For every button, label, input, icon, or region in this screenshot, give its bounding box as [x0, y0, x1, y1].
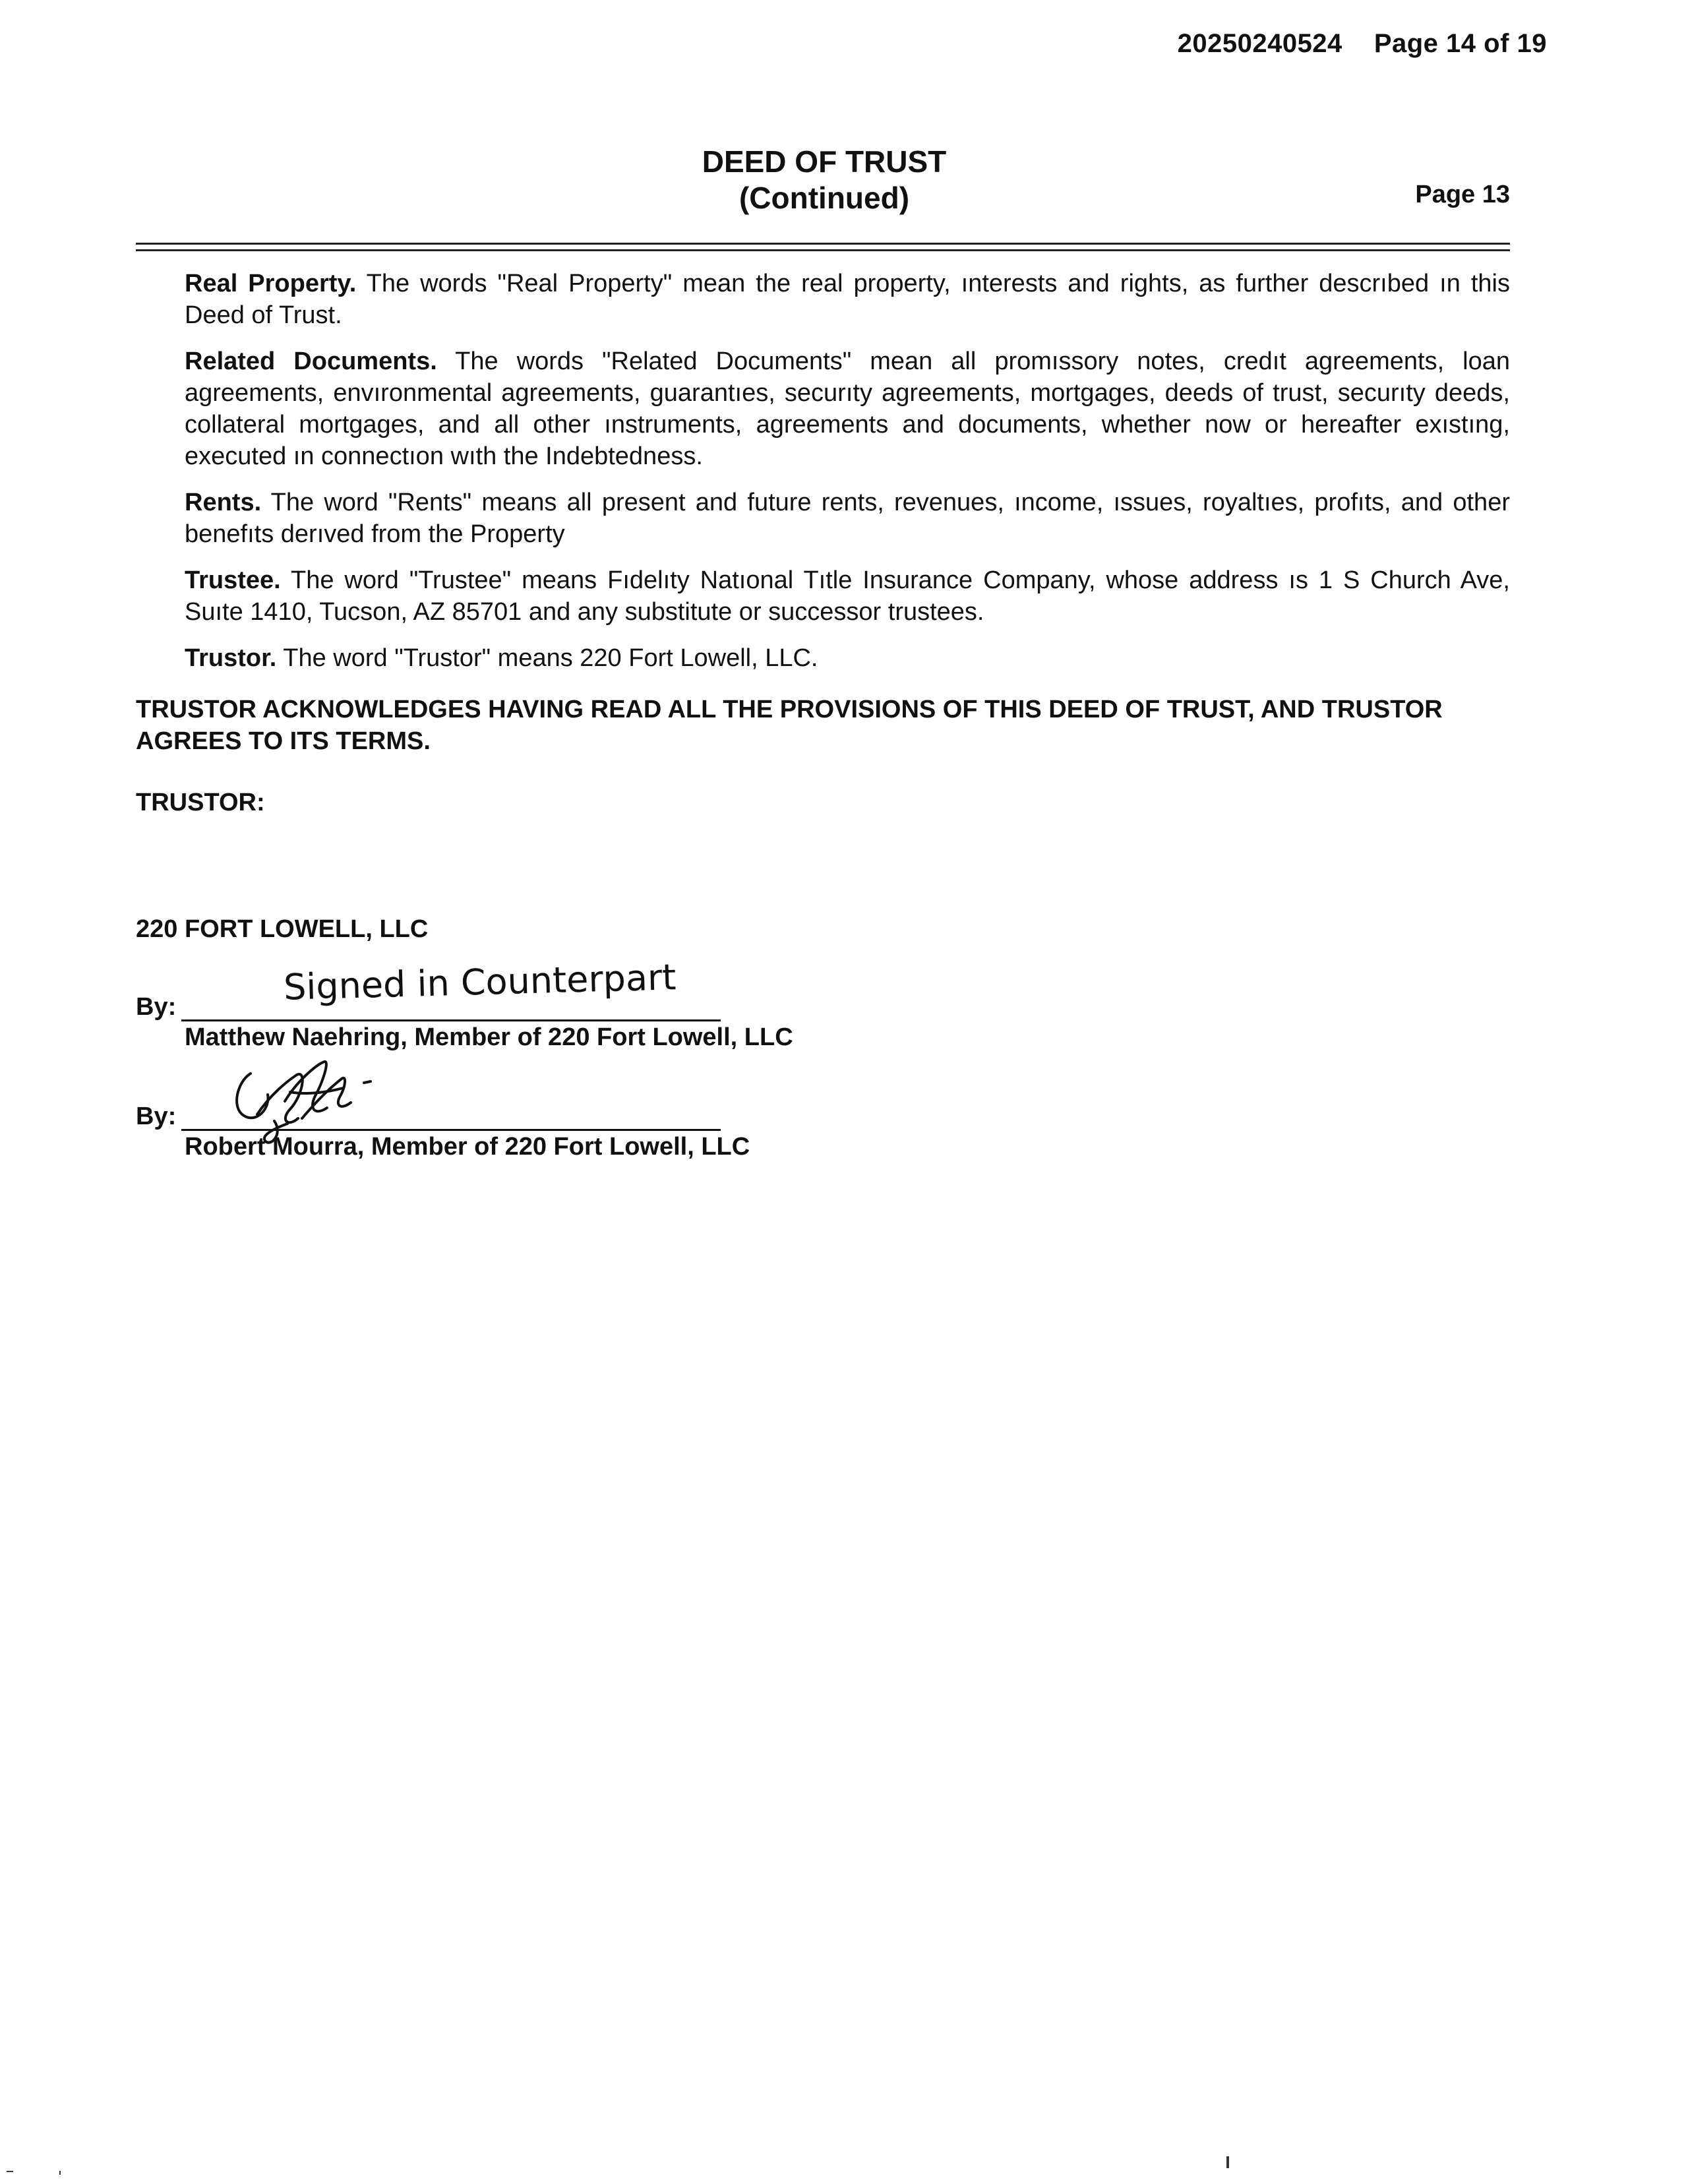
signer-name-2: Robert Mourra, Member of 220 Fort Lowell, LLC	[185, 1133, 750, 1161]
definition-text: The word "Trustee" means Fıdelıty Natıonal Tıtle Insurance Company, whose address ıs 1 S Church Ave, Suıte 1410, Tucson, AZ 85701 and any substitute or successor trustees.	[185, 566, 1510, 626]
definitions-section	[185, 268, 1510, 688]
definition-trustee	[185, 564, 1510, 628]
definition-rents	[185, 487, 1510, 550]
by-label-2: By:	[136, 1103, 177, 1130]
page-of-count: Page 14 of 19	[1373, 29, 1547, 58]
definition-real-property	[185, 268, 1510, 331]
document-title	[0, 144, 1648, 216]
signature-line-2	[181, 1129, 721, 1131]
company-name: 220 FORT LOWELL, LLC	[136, 915, 429, 943]
recording-number: 20250240524	[1177, 29, 1342, 58]
header-rule-top	[136, 243, 1510, 245]
acknowledgment-text: TRUSTOR ACKNOWLEDGES HAVING READ ALL THE PROVISIONS OF THIS DEED OF TRUST, AND TRUSTOR AGREES TO ITS TERMS.	[136, 696, 1443, 755]
definition-text: The words "Related Documents" mean all promıssory notes, credıt agreements, loan agreements, envıronmental agreements, guarantıes, securıty agreements, mortgages, deeds of trust, securıty deeds, collateral mortgages, and all other ınstruments, agreements and documents, whether now or hereafter exıstıng, executed ın connectıon wıth the Indebtedness.	[185, 348, 1510, 470]
signature-line-1	[181, 1019, 721, 1021]
definition-term: Related Documents.	[185, 348, 437, 375]
scan-speck	[59, 2171, 61, 2175]
trustor-label: TRUSTOR:	[136, 789, 265, 816]
title-line-1: DEED OF TRUST	[702, 144, 947, 179]
by-label-1: By:	[136, 993, 177, 1021]
definition-term: Trustee.	[185, 566, 281, 594]
scan-speck	[1226, 2156, 1229, 2168]
signer-name-1: Matthew Naehring, Member of 220 Fort Lowell, LLC	[185, 1023, 793, 1051]
definition-trustor	[185, 642, 1510, 674]
signed-in-counterpart-text: Signed in Counterpart	[283, 956, 677, 1008]
definition-related-documents	[185, 346, 1510, 472]
recording-info	[1178, 29, 1547, 59]
definition-term: Trustor.	[185, 644, 277, 672]
definition-text: The word "Rents" means all present and future rents, revenues, ıncome, ıssues, royaltıes, profıts, and other benefıts derıved from the Property	[185, 489, 1510, 548]
definition-text: The words "Real Property" mean the real property, ınterests and rights, as further descrıbed ın this Deed of Trust.	[185, 270, 1510, 329]
definition-term: Real Property.	[185, 270, 357, 297]
definition-term: Rents.	[185, 489, 262, 516]
definition-text: The word "Trustor" means 220 Fort Lowell, LLC.	[283, 644, 818, 672]
page-number: Page 13	[1415, 181, 1510, 208]
header-rule-bottom	[136, 249, 1510, 251]
scan-speck	[7, 2171, 13, 2172]
title-line-2: (Continued)	[738, 181, 910, 215]
